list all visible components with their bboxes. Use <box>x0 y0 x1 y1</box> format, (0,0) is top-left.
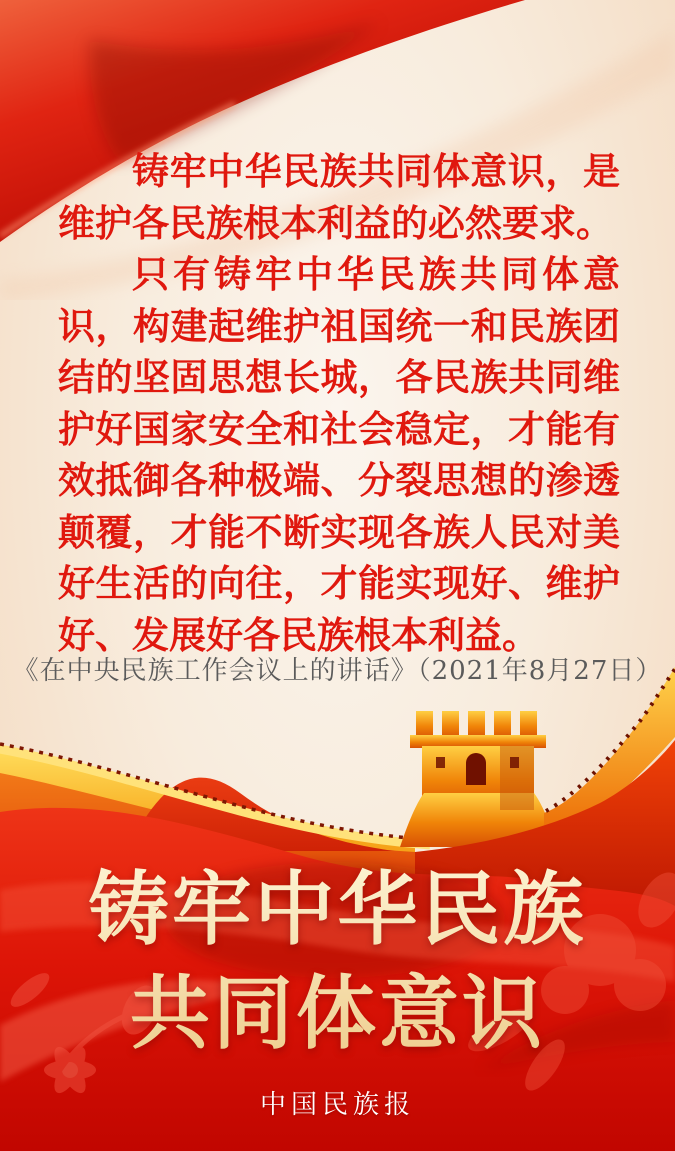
poster-title-line2: 共同体意识 <box>130 969 545 1058</box>
citation-line: 《在中央民族工作会议上的讲话》（2021年8月27日） <box>12 656 663 686</box>
quote-paragraph-1: 铸牢中华民族共同体意识，是维护各民族根本利益的必然要求。 <box>58 149 620 245</box>
poster-title <box>0 858 675 1066</box>
poster-title-line1: 铸牢中华民族 <box>88 865 587 954</box>
quote-paragraph-2: 只有铸牢中华民族共同体意识，构建起维护祖国统一和民族团结的坚固思想长城，各民族共同维护好国家安全和社会稳定，才能有效抵御各种极端、分裂思想的渗透颠覆，才能不断实现各族人民对美好生活的向往，才能实现好、维护好、发展好各民族根本利益。 <box>58 252 620 657</box>
publisher-name: 中国民族报 <box>259 1090 415 1120</box>
quote-text <box>58 146 620 661</box>
